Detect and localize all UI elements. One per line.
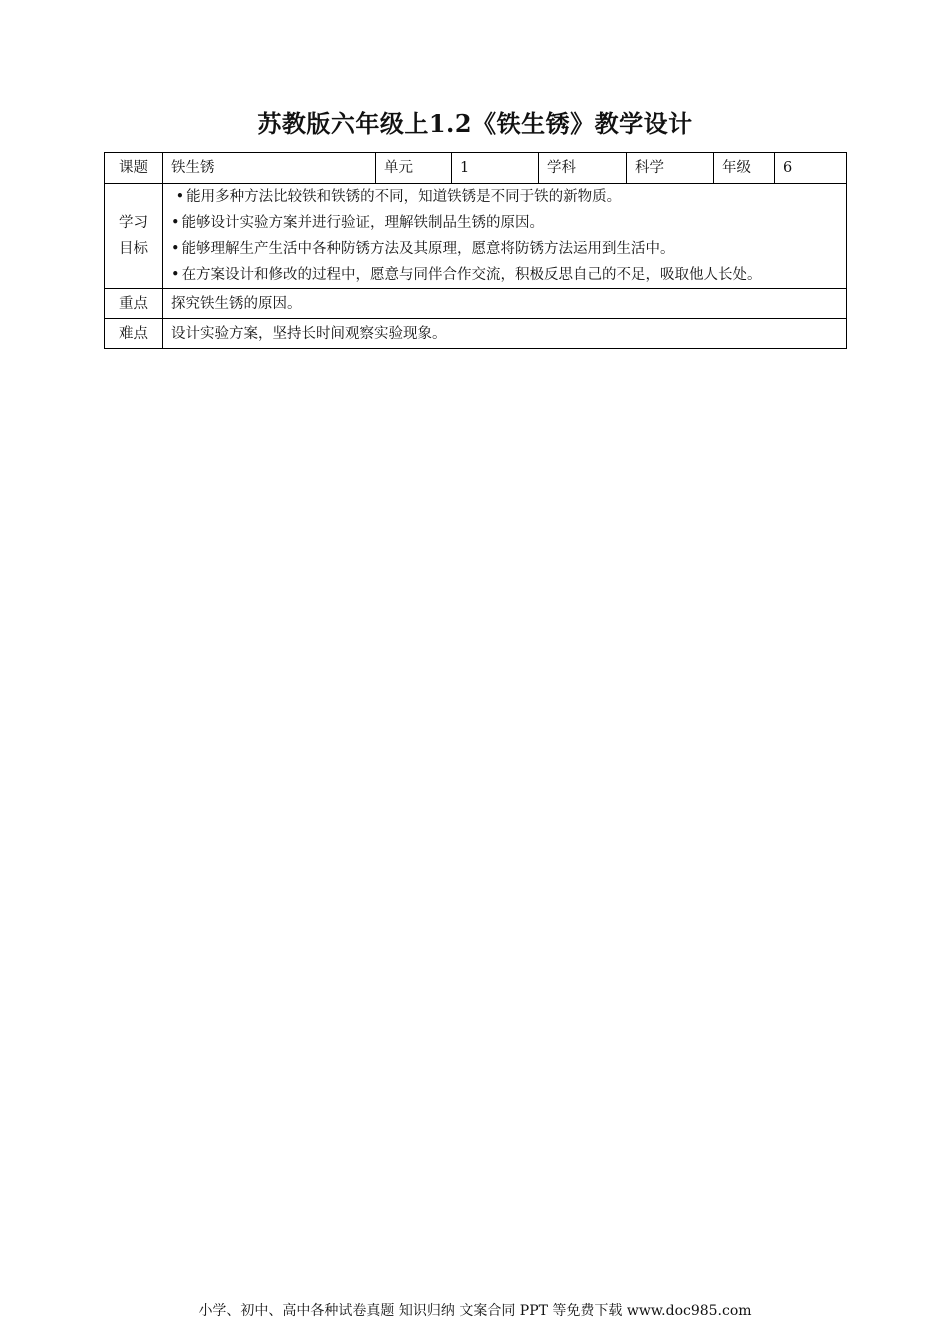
bullet: • xyxy=(171,241,180,257)
objective-text: 在方案设计和修改的过程中，愿意与同伴合作交流，积极反思自己的不足，吸取他人长处。 xyxy=(181,267,762,283)
objective-text: 能用多种方法比较铁和铁锈的不同，知道铁锈是不同于铁的新物质。 xyxy=(186,189,622,205)
objective-text: 能够设计实验方案并进行验证，理解铁制品生锈的原因。 xyxy=(181,215,545,231)
unit-label: 单元 xyxy=(376,153,452,184)
topic-value: 铁生锈 xyxy=(163,153,376,184)
grade-label: 年级 xyxy=(714,153,775,184)
objective-item xyxy=(171,262,838,288)
objectives-label-line2: 目标 xyxy=(119,241,148,257)
key-point-label: 重点 xyxy=(105,289,163,319)
topic-label: 课题 xyxy=(105,153,163,184)
objective-item xyxy=(171,184,838,210)
page-footer: 小学、初中、高中各种试卷真题 知识归纳 文案合同 PPT 等免费下载 www.doc985.com xyxy=(198,1303,752,1319)
objectives-content xyxy=(163,184,847,289)
objectives-label-line1: 学习 xyxy=(119,215,148,231)
subject-label: 学科 xyxy=(539,153,627,184)
objective-text: 能够理解生产生活中各种防锈方法及其原理，愿意将防锈方法运用到生活中。 xyxy=(181,241,675,257)
meta-row xyxy=(105,153,847,184)
objectives-row xyxy=(105,184,847,289)
objective-item xyxy=(171,236,838,262)
subject-value: 科学 xyxy=(627,153,714,184)
lesson-plan-table xyxy=(104,152,847,349)
key-point-row xyxy=(105,289,847,319)
key-point-value: 探究铁生锈的原因。 xyxy=(163,289,847,319)
bullet: • xyxy=(171,267,180,283)
objectives-label xyxy=(105,184,163,289)
grade-value: 6 xyxy=(775,153,847,184)
objective-item xyxy=(171,210,838,236)
difficulty-value: 设计实验方案，坚持长时间观察实验现象。 xyxy=(163,319,847,349)
difficulty-row xyxy=(105,319,847,349)
bullet: • xyxy=(171,215,180,231)
difficulty-label: 难点 xyxy=(105,319,163,349)
unit-value: 1 xyxy=(452,153,539,184)
bullet: • xyxy=(175,189,185,205)
page-title: 苏教版六年级上1.2《铁生锈》教学设计 xyxy=(257,109,693,138)
